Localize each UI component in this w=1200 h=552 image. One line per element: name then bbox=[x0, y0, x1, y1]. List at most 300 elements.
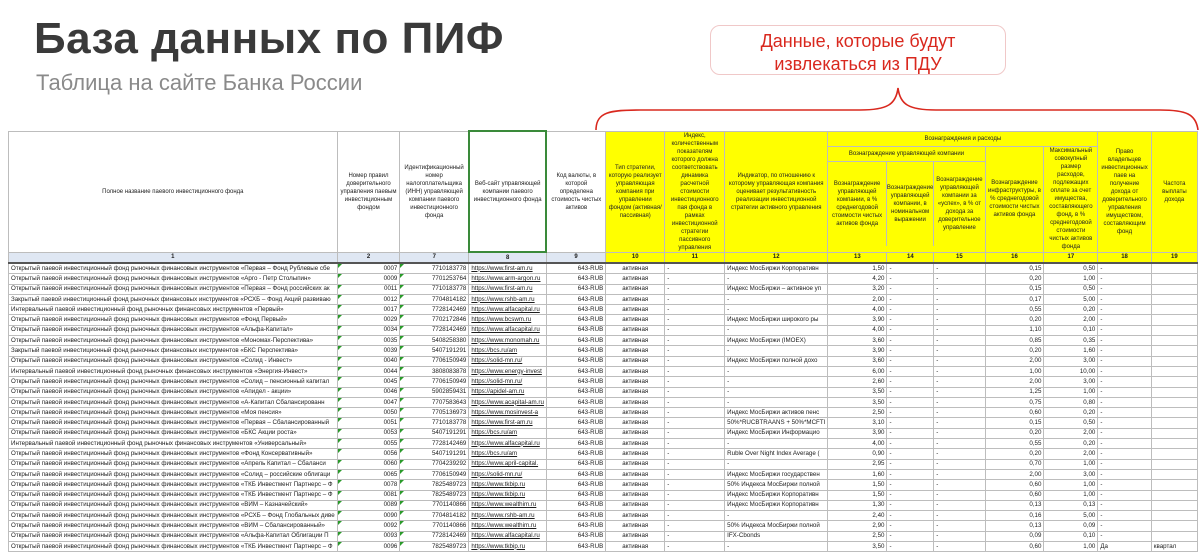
table-cell[interactable]: 1,00 bbox=[1044, 480, 1098, 490]
table-cell[interactable]: - bbox=[665, 336, 725, 346]
table-cell[interactable]: Открытый паевой инвестиционный фонд рыночных финансовых инструментов «ВИМ – Сбалансированный» bbox=[9, 521, 338, 531]
table-cell[interactable]: Индекс МосБиржи (IMOEX) bbox=[725, 336, 828, 346]
table-cell[interactable]: активная bbox=[606, 346, 665, 356]
table-cell[interactable]: - bbox=[934, 439, 985, 449]
table-cell[interactable]: Открытый паевой инвестиционный фонд рыночных финансовых инструментов «Первая – Сбалансированный bbox=[9, 418, 338, 428]
table-cell[interactable]: - bbox=[1098, 511, 1151, 521]
col-number[interactable]: 1 bbox=[9, 252, 338, 263]
table-cell[interactable]: - bbox=[887, 449, 934, 459]
table-cell[interactable]: Открытый паевой инвестиционный фонд рыночных финансовых инструментов «Фонд Консервативный» bbox=[9, 449, 338, 459]
table-cell[interactable]: 3,50 bbox=[828, 387, 887, 397]
website-link[interactable]: https://www.arm-argon.ru bbox=[469, 274, 547, 284]
website-link[interactable]: https://www.mosinvest-a bbox=[469, 408, 547, 418]
table-cell[interactable]: активная bbox=[606, 459, 665, 469]
table-cell[interactable]: Открытый паевой инвестиционный фонд рыночных финансовых инструментов «Первая – Фонд российских ак bbox=[9, 284, 338, 294]
table-cell[interactable]: - bbox=[1098, 263, 1151, 274]
table-cell[interactable]: - bbox=[1098, 346, 1151, 356]
table-cell[interactable]: 0034 bbox=[337, 325, 400, 335]
table-cell[interactable]: 0,50 bbox=[1044, 284, 1098, 294]
table-cell[interactable]: - bbox=[1098, 377, 1151, 387]
table-cell[interactable]: 5902859431 bbox=[400, 387, 469, 397]
table-cell[interactable]: 0060 bbox=[337, 459, 400, 469]
table-cell[interactable] bbox=[1151, 418, 1197, 428]
table-cell[interactable]: 7704239292 bbox=[400, 459, 469, 469]
table-cell[interactable]: 5,00 bbox=[1044, 294, 1098, 304]
table-cell[interactable]: - bbox=[1098, 428, 1151, 438]
table-cell[interactable]: 0,60 bbox=[985, 542, 1044, 552]
col-number[interactable]: 16 bbox=[985, 252, 1044, 263]
table-cell[interactable]: 0,15 bbox=[985, 284, 1044, 294]
table-cell[interactable]: - bbox=[1098, 449, 1151, 459]
website-link[interactable]: https://bcs.ru/am bbox=[469, 428, 547, 438]
table-cell[interactable]: 1,30 bbox=[828, 500, 887, 510]
col-number[interactable]: 11 bbox=[665, 252, 725, 263]
table-cell[interactable]: Открытый паевой инвестиционный фонд рыночных финансовых инструментов «ТКБ Инвестмент Партнерс – Ф bbox=[9, 480, 338, 490]
table-cell[interactable]: - bbox=[725, 325, 828, 335]
table-cell[interactable]: - bbox=[665, 274, 725, 284]
table-cell[interactable]: 0,55 bbox=[985, 439, 1044, 449]
table-cell[interactable]: активная bbox=[606, 366, 665, 376]
table-cell[interactable]: - bbox=[887, 480, 934, 490]
table-cell[interactable]: 0,10 bbox=[1044, 325, 1098, 335]
table-cell[interactable]: 1,60 bbox=[1044, 346, 1098, 356]
table-cell[interactable]: 643-RUB bbox=[546, 408, 605, 418]
table-cell[interactable]: 2,00 bbox=[1044, 449, 1098, 459]
table-cell[interactable] bbox=[1151, 459, 1197, 469]
col-number[interactable]: 12 bbox=[725, 252, 828, 263]
table-cell[interactable]: 643-RUB bbox=[546, 500, 605, 510]
table-cell[interactable]: - bbox=[887, 428, 934, 438]
table-cell[interactable]: Открытый паевой инвестиционный фонд рыночных финансовых инструментов «РСХБ – Фонд Глобальных диве bbox=[9, 511, 338, 521]
table-cell[interactable]: - bbox=[665, 469, 725, 479]
table-cell[interactable]: 5407191291 bbox=[400, 428, 469, 438]
website-link[interactable]: https://www.rshb-am.ru bbox=[469, 511, 547, 521]
table-cell[interactable]: - bbox=[725, 366, 828, 376]
table-cell[interactable]: активная bbox=[606, 315, 665, 325]
table-cell[interactable]: 0,09 bbox=[1044, 521, 1098, 531]
table-cell[interactable]: 50%*RUCBTRAANS + 50%*MCFTI bbox=[725, 418, 828, 428]
table-cell[interactable]: 0092 bbox=[337, 521, 400, 531]
table-cell[interactable]: 643-RUB bbox=[546, 356, 605, 366]
col-number[interactable]: 13 bbox=[828, 252, 887, 263]
table-cell[interactable]: - bbox=[665, 356, 725, 366]
table-cell[interactable]: 643-RUB bbox=[546, 366, 605, 376]
table-cell[interactable]: - bbox=[887, 439, 934, 449]
table-cell[interactable]: - bbox=[934, 418, 985, 428]
table-cell[interactable]: - bbox=[1098, 531, 1151, 541]
table-cell[interactable]: 0,20 bbox=[985, 274, 1044, 284]
table-cell[interactable]: - bbox=[725, 346, 828, 356]
table-cell[interactable]: 0046 bbox=[337, 387, 400, 397]
table-cell[interactable]: - bbox=[887, 346, 934, 356]
table-cell[interactable]: - bbox=[934, 449, 985, 459]
table-cell[interactable] bbox=[1151, 397, 1197, 407]
table-cell[interactable]: - bbox=[887, 418, 934, 428]
table-cell[interactable]: 0040 bbox=[337, 356, 400, 366]
col-number[interactable]: 15 bbox=[934, 252, 985, 263]
table-cell[interactable]: Интервальный паевой инвестиционный фонд рыночных финансовых инструментов «Энергия-Инвест» bbox=[9, 366, 338, 376]
table-cell[interactable]: - bbox=[725, 397, 828, 407]
table-cell[interactable]: - bbox=[1098, 284, 1151, 294]
table-cell[interactable]: - bbox=[887, 336, 934, 346]
table-cell[interactable]: 0,09 bbox=[985, 531, 1044, 541]
col-number[interactable]: 10 bbox=[606, 252, 665, 263]
table-cell[interactable]: Индекс МосБиржи Информацио bbox=[725, 428, 828, 438]
table-cell[interactable]: - bbox=[934, 315, 985, 325]
table-cell[interactable] bbox=[1151, 469, 1197, 479]
table-cell[interactable]: - bbox=[1098, 439, 1151, 449]
table-cell[interactable]: - bbox=[887, 521, 934, 531]
table-cell[interactable]: активная bbox=[606, 428, 665, 438]
table-cell[interactable]: 643-RUB bbox=[546, 542, 605, 552]
table-cell[interactable]: активная bbox=[606, 531, 665, 541]
table-cell[interactable]: 643-RUB bbox=[546, 418, 605, 428]
table-cell[interactable]: 0065 bbox=[337, 469, 400, 479]
table-cell[interactable]: - bbox=[725, 387, 828, 397]
table-cell[interactable]: 7825489723 bbox=[400, 542, 469, 552]
col-number[interactable]: 14 bbox=[887, 252, 934, 263]
col-number[interactable]: 17 bbox=[1044, 252, 1098, 263]
table-cell[interactable]: 0044 bbox=[337, 366, 400, 376]
table-cell[interactable]: активная bbox=[606, 490, 665, 500]
table-cell[interactable]: - bbox=[665, 490, 725, 500]
table-cell[interactable]: 643-RUB bbox=[546, 521, 605, 531]
table-cell[interactable]: 0,15 bbox=[985, 418, 1044, 428]
table-cell[interactable]: - bbox=[725, 439, 828, 449]
table-cell[interactable]: 0017 bbox=[337, 305, 400, 315]
table-cell[interactable]: - bbox=[887, 511, 934, 521]
table-cell[interactable]: 0,90 bbox=[828, 449, 887, 459]
table-cell[interactable]: - bbox=[934, 500, 985, 510]
table-cell[interactable]: - bbox=[725, 377, 828, 387]
table-cell[interactable]: - bbox=[887, 542, 934, 552]
website-link[interactable]: https://solid-mn.ru/ bbox=[469, 469, 547, 479]
table-cell[interactable]: Открытый паевой инвестиционный фонд рыночных финансовых инструментов «Фонд Первый» bbox=[9, 315, 338, 325]
website-link[interactable]: https://www.first-am.ru bbox=[469, 284, 547, 294]
table-cell[interactable]: 0029 bbox=[337, 315, 400, 325]
table-cell[interactable]: 643-RUB bbox=[546, 459, 605, 469]
table-cell[interactable]: Открытый паевой инвестиционный фонд рыночных финансовых инструментов «Солид – пенсионный капитал bbox=[9, 377, 338, 387]
table-cell[interactable]: - bbox=[665, 294, 725, 304]
table-cell[interactable]: - bbox=[1098, 480, 1151, 490]
table-cell[interactable]: 643-RUB bbox=[546, 531, 605, 541]
table-cell[interactable] bbox=[1151, 428, 1197, 438]
website-link[interactable]: https://www.tkbip.ru bbox=[469, 490, 547, 500]
table-cell[interactable]: активная bbox=[606, 418, 665, 428]
table-cell[interactable]: 0,20 bbox=[985, 315, 1044, 325]
table-cell[interactable]: 1,00 bbox=[985, 366, 1044, 376]
table-cell[interactable]: - bbox=[1098, 366, 1151, 376]
table-cell[interactable] bbox=[1151, 274, 1197, 284]
table-cell[interactable] bbox=[1151, 294, 1197, 304]
table-cell[interactable]: Открытый паевой инвестиционный фонд рыночных финансовых инструментов «Мономах-Перспектива» bbox=[9, 336, 338, 346]
table-cell[interactable]: 0009 bbox=[337, 274, 400, 284]
website-link[interactable]: https://www.wealthim.ru bbox=[469, 521, 547, 531]
table-cell[interactable]: 3808083878 bbox=[400, 366, 469, 376]
table-cell[interactable]: Открытый паевой инвестиционный фонд рыночных финансовых инструментов «Арго - Петр Столыпин» bbox=[9, 274, 338, 284]
table-cell[interactable]: - bbox=[934, 542, 985, 552]
table-cell[interactable]: 643-RUB bbox=[546, 469, 605, 479]
table-cell[interactable]: - bbox=[1098, 325, 1151, 335]
table-cell[interactable]: 0,80 bbox=[1044, 397, 1098, 407]
website-link[interactable]: https://solid-mn.ru/ bbox=[469, 377, 547, 387]
table-cell[interactable]: - bbox=[887, 469, 934, 479]
table-cell[interactable]: - bbox=[665, 387, 725, 397]
table-cell[interactable]: 3,50 bbox=[828, 397, 887, 407]
table-cell[interactable]: 0045 bbox=[337, 377, 400, 387]
table-cell[interactable]: - bbox=[665, 346, 725, 356]
table-cell[interactable]: IFX-Cbonds bbox=[725, 531, 828, 541]
table-cell[interactable]: - bbox=[665, 511, 725, 521]
table-cell[interactable]: Открытый паевой инвестиционный фонд рыночных финансовых инструментов «А-Капитал Сбалансированн bbox=[9, 397, 338, 407]
table-cell[interactable]: 0,20 bbox=[985, 428, 1044, 438]
table-cell[interactable] bbox=[1151, 511, 1197, 521]
table-cell[interactable]: - bbox=[887, 294, 934, 304]
table-cell[interactable]: - bbox=[934, 325, 985, 335]
table-cell[interactable]: 0,13 bbox=[985, 500, 1044, 510]
table-cell[interactable]: 7728142469 bbox=[400, 325, 469, 335]
table-cell[interactable]: 7728142469 bbox=[400, 305, 469, 315]
table-cell[interactable]: Открытый паевой инвестиционный фонд рыночных финансовых инструментов «БКС Акции роста» bbox=[9, 428, 338, 438]
table-cell[interactable]: 0,15 bbox=[985, 263, 1044, 274]
table-cell[interactable]: 7705136973 bbox=[400, 408, 469, 418]
table-cell[interactable]: Индекс МосБиржи Корпоративн bbox=[725, 500, 828, 510]
table-cell[interactable]: 0,20 bbox=[1044, 439, 1098, 449]
table-cell[interactable] bbox=[1151, 366, 1197, 376]
table-cell[interactable]: активная bbox=[606, 521, 665, 531]
table-cell[interactable]: 3,60 bbox=[828, 356, 887, 366]
table-cell[interactable]: 0055 bbox=[337, 439, 400, 449]
table-cell[interactable]: активная bbox=[606, 511, 665, 521]
table-cell[interactable]: - bbox=[1098, 274, 1151, 284]
table-cell[interactable]: активная bbox=[606, 449, 665, 459]
table-cell[interactable]: Открытый паевой инвестиционный фонд рыночных финансовых инструментов «Солид – российские облигаци bbox=[9, 469, 338, 479]
website-link[interactable]: https://www.tkbip.ru bbox=[469, 542, 547, 552]
table-cell[interactable]: Открытый паевой инвестиционный фонд рыночных финансовых инструментов «Апидел - акции» bbox=[9, 387, 338, 397]
table-cell[interactable]: 2,00 bbox=[985, 356, 1044, 366]
table-cell[interactable]: активная bbox=[606, 325, 665, 335]
table-cell[interactable]: 1,60 bbox=[828, 469, 887, 479]
table-cell[interactable]: Открытый паевой инвестиционный фонд рыночных финансовых инструментов «Первая – Фонд Рублевые сбе bbox=[9, 263, 338, 274]
table-cell[interactable]: 0,55 bbox=[985, 305, 1044, 315]
table-cell[interactable]: - bbox=[887, 500, 934, 510]
table-cell[interactable] bbox=[1151, 336, 1197, 346]
table-cell[interactable]: 4,20 bbox=[828, 274, 887, 284]
table-cell[interactable]: 4,00 bbox=[828, 439, 887, 449]
table-cell[interactable]: 2,50 bbox=[828, 408, 887, 418]
website-link[interactable]: https://www.alfacapital.ru bbox=[469, 439, 547, 449]
table-cell[interactable] bbox=[1151, 480, 1197, 490]
table-cell[interactable]: - bbox=[934, 397, 985, 407]
table-cell[interactable]: 7702172846 bbox=[400, 315, 469, 325]
table-cell[interactable]: - bbox=[887, 531, 934, 541]
table-cell[interactable]: Открытый паевой инвестиционный фонд рыночных финансовых инструментов «Альфа-Капитал Облигации П bbox=[9, 531, 338, 541]
table-cell[interactable]: 0,10 bbox=[1044, 531, 1098, 541]
table-cell[interactable]: - bbox=[665, 377, 725, 387]
table-cell[interactable]: 3,00 bbox=[1044, 377, 1098, 387]
table-cell[interactable]: - bbox=[1098, 356, 1151, 366]
table-cell[interactable]: 4,00 bbox=[828, 325, 887, 335]
website-link[interactable]: https://apidel-am.ru bbox=[469, 387, 547, 397]
table-cell[interactable]: - bbox=[1098, 305, 1151, 315]
table-cell[interactable]: 3,60 bbox=[828, 336, 887, 346]
table-cell[interactable]: активная bbox=[606, 284, 665, 294]
table-cell[interactable]: Закрытый паевой инвестиционный фонд рыночных финансовых инструментов «БКС Перспектива» bbox=[9, 346, 338, 356]
table-cell[interactable]: - bbox=[887, 325, 934, 335]
table-cell[interactable]: - bbox=[725, 305, 828, 315]
table-cell[interactable]: 0,70 bbox=[985, 459, 1044, 469]
website-link[interactable]: https://www.first-am.ru bbox=[469, 263, 547, 274]
table-cell[interactable]: - bbox=[934, 346, 985, 356]
table-cell[interactable]: 3,20 bbox=[828, 284, 887, 294]
website-link[interactable]: https://www.bcswm.ru bbox=[469, 315, 547, 325]
table-cell[interactable]: 1,50 bbox=[828, 480, 887, 490]
website-link[interactable]: https://bcs.ru/am bbox=[469, 346, 547, 356]
table-cell[interactable]: активная bbox=[606, 294, 665, 304]
table-cell[interactable]: - bbox=[665, 439, 725, 449]
table-cell[interactable]: активная bbox=[606, 480, 665, 490]
table-cell[interactable]: - bbox=[887, 284, 934, 294]
table-cell[interactable]: - bbox=[1098, 500, 1151, 510]
table-cell[interactable]: 0012 bbox=[337, 294, 400, 304]
table-cell[interactable]: 50% Индекса МосБиржи полной bbox=[725, 521, 828, 531]
table-cell[interactable]: - bbox=[1098, 387, 1151, 397]
table-cell[interactable]: активная bbox=[606, 274, 665, 284]
table-cell[interactable]: активная bbox=[606, 387, 665, 397]
table-cell[interactable]: - bbox=[934, 480, 985, 490]
table-cell[interactable]: 0,20 bbox=[1044, 408, 1098, 418]
table-cell[interactable]: активная bbox=[606, 263, 665, 274]
table-cell[interactable]: 0,20 bbox=[985, 449, 1044, 459]
table-cell[interactable]: 643-RUB bbox=[546, 439, 605, 449]
table-cell[interactable]: 0,75 bbox=[985, 397, 1044, 407]
table-cell[interactable]: 1,25 bbox=[985, 387, 1044, 397]
table-cell[interactable]: 2,60 bbox=[828, 377, 887, 387]
table-cell[interactable]: Индекс МосБиржи Корпоративн bbox=[725, 490, 828, 500]
table-cell[interactable]: Открытый паевой инвестиционный фонд рыночных финансовых инструментов «Солид - Инвест» bbox=[9, 356, 338, 366]
table-cell[interactable]: 7728142469 bbox=[400, 531, 469, 541]
table-cell[interactable]: Интервальный паевой инвестиционный фонд рыночных финансовых инструментов «Универсальный» bbox=[9, 439, 338, 449]
table-cell[interactable]: 0053 bbox=[337, 428, 400, 438]
table-cell[interactable]: - bbox=[725, 274, 828, 284]
table-cell[interactable]: Интервальный паевой инвестиционный фонд рыночных финансовых инструментов «Первый» bbox=[9, 305, 338, 315]
table-cell[interactable]: активная bbox=[606, 377, 665, 387]
table-cell[interactable]: 1,10 bbox=[985, 325, 1044, 335]
table-cell[interactable]: 0,13 bbox=[985, 521, 1044, 531]
table-cell[interactable]: 643-RUB bbox=[546, 305, 605, 315]
table-cell[interactable]: 643-RUB bbox=[546, 284, 605, 294]
table-cell[interactable]: 0,60 bbox=[985, 490, 1044, 500]
table-cell[interactable]: 0047 bbox=[337, 397, 400, 407]
table-cell[interactable]: - bbox=[887, 408, 934, 418]
table-cell[interactable] bbox=[1151, 263, 1197, 274]
table-cell[interactable]: 1,00 bbox=[1044, 459, 1098, 469]
table-cell[interactable]: Открытый паевой инвестиционный фонд рыночных финансовых инструментов «Моя пенсия» bbox=[9, 408, 338, 418]
table-cell[interactable]: активная bbox=[606, 439, 665, 449]
table-cell[interactable]: - bbox=[1098, 469, 1151, 479]
table-cell[interactable]: - bbox=[934, 428, 985, 438]
table-cell[interactable]: 0,60 bbox=[985, 480, 1044, 490]
website-link[interactable]: https://www.monomah.ru bbox=[469, 336, 547, 346]
table-cell[interactable]: - bbox=[934, 490, 985, 500]
table-cell[interactable]: 3,90 bbox=[828, 346, 887, 356]
table-cell[interactable]: 0011 bbox=[337, 284, 400, 294]
table-cell[interactable]: 1,00 bbox=[1044, 542, 1098, 552]
table-cell[interactable]: 643-RUB bbox=[546, 315, 605, 325]
table-cell[interactable]: 3,50 bbox=[828, 542, 887, 552]
table-cell[interactable]: - bbox=[887, 490, 934, 500]
table-cell[interactable]: - bbox=[665, 366, 725, 376]
table-cell[interactable]: 7704814182 bbox=[400, 511, 469, 521]
table-cell[interactable]: - bbox=[665, 480, 725, 490]
table-cell[interactable] bbox=[1151, 315, 1197, 325]
table-cell[interactable]: 643-RUB bbox=[546, 490, 605, 500]
table-cell[interactable] bbox=[1151, 500, 1197, 510]
table-cell[interactable]: 643-RUB bbox=[546, 449, 605, 459]
table-cell[interactable]: Ruble Over Night Index Average ( bbox=[725, 449, 828, 459]
table-cell[interactable] bbox=[1151, 284, 1197, 294]
table-cell[interactable]: 7706150949 bbox=[400, 356, 469, 366]
table-cell[interactable]: Индекс МосБиржи полной дохо bbox=[725, 356, 828, 366]
table-cell[interactable]: 1,00 bbox=[1044, 387, 1098, 397]
table-cell[interactable]: 0056 bbox=[337, 449, 400, 459]
website-link[interactable]: https://www.first-am.ru bbox=[469, 418, 547, 428]
table-cell[interactable]: - bbox=[665, 428, 725, 438]
table-cell[interactable]: - bbox=[665, 263, 725, 274]
table-cell[interactable]: активная bbox=[606, 500, 665, 510]
table-cell[interactable]: активная bbox=[606, 356, 665, 366]
table-cell[interactable]: Открытый паевой инвестиционный фонд рыночных финансовых инструментов «ТКБ Инвестмент Партнерс – Ф bbox=[9, 490, 338, 500]
table-cell[interactable]: 3,00 bbox=[1044, 469, 1098, 479]
table-cell[interactable]: 1,00 bbox=[1044, 490, 1098, 500]
table-cell[interactable]: - bbox=[934, 459, 985, 469]
table-cell[interactable]: 5,00 bbox=[1044, 511, 1098, 521]
table-cell[interactable]: 2,00 bbox=[1044, 315, 1098, 325]
table-cell[interactable]: Индекс МосБиржи активов пенс bbox=[725, 408, 828, 418]
table-cell[interactable]: 643-RUB bbox=[546, 387, 605, 397]
table-cell[interactable]: активная bbox=[606, 408, 665, 418]
table-cell[interactable]: активная bbox=[606, 397, 665, 407]
website-link[interactable]: https://www.acapital-am.ru bbox=[469, 397, 547, 407]
table-cell[interactable] bbox=[1151, 439, 1197, 449]
table-cell[interactable]: - bbox=[665, 408, 725, 418]
table-cell[interactable]: 0,35 bbox=[1044, 336, 1098, 346]
table-cell[interactable]: - bbox=[934, 366, 985, 376]
table-cell[interactable]: 643-RUB bbox=[546, 346, 605, 356]
table-cell[interactable]: - bbox=[934, 284, 985, 294]
table-cell[interactable]: - bbox=[934, 356, 985, 366]
table-cell[interactable]: - bbox=[934, 263, 985, 274]
table-cell[interactable]: 0,16 bbox=[985, 511, 1044, 521]
table-cell[interactable]: Индекс МосБиржи государствен bbox=[725, 469, 828, 479]
table-cell[interactable]: 2,95 bbox=[828, 459, 887, 469]
table-cell[interactable]: 3,10 bbox=[828, 418, 887, 428]
table-cell[interactable]: 2,90 bbox=[828, 521, 887, 531]
table-cell[interactable]: 0,50 bbox=[1044, 418, 1098, 428]
website-link[interactable]: https://solid-mn.ru/ bbox=[469, 356, 547, 366]
table-cell[interactable]: - bbox=[665, 284, 725, 294]
table-cell[interactable]: 0089 bbox=[337, 500, 400, 510]
table-cell[interactable]: - bbox=[934, 377, 985, 387]
table-cell[interactable]: - bbox=[1098, 336, 1151, 346]
table-cell[interactable]: - bbox=[665, 521, 725, 531]
table-cell[interactable]: 0051 bbox=[337, 418, 400, 428]
table-cell[interactable]: - bbox=[934, 531, 985, 541]
table-cell[interactable]: 7701140866 bbox=[400, 500, 469, 510]
table-cell[interactable]: 2,00 bbox=[985, 469, 1044, 479]
table-cell[interactable]: - bbox=[887, 263, 934, 274]
col-number[interactable]: 18 bbox=[1098, 252, 1151, 263]
